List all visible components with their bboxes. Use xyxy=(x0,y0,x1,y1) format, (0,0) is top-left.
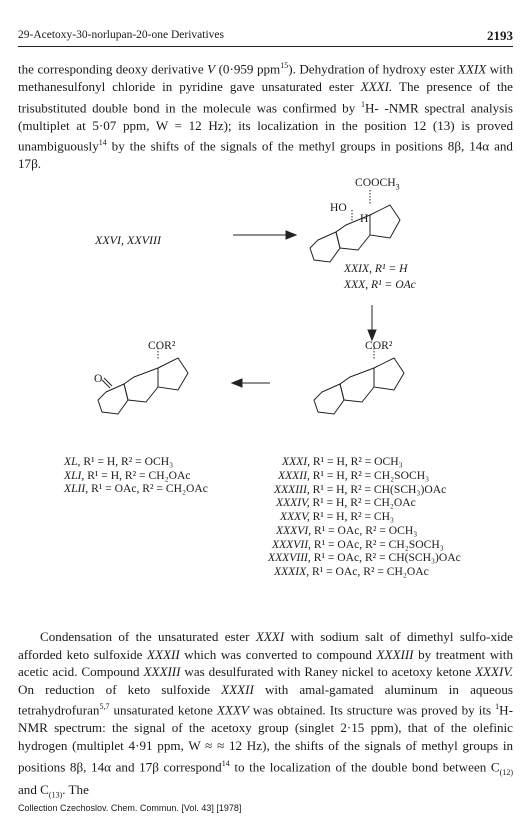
label-xxx: XXX, R¹ = OAc xyxy=(344,278,416,291)
list-item: XXXVI, R¹ = OAc, R² = OCH₃ xyxy=(276,523,418,537)
compound-list-left xyxy=(64,455,208,496)
list-item: XLI, R¹ = H, R² = CH₂OAc xyxy=(64,468,191,482)
list-item: XXXIX, R¹ = OAc, R² = CH₂OAc xyxy=(274,565,429,578)
oxo-label: O xyxy=(94,372,103,385)
paragraph-1: the corresponding deoxy derivative V (0·959 ppm$^{15}$). Dehydration of hydroxy ester XXIX with methanesulfonyl chloride in pyridine gave unsaturated ester XXXI. The presence of the trisubstituted double bond in the molecule was confirmed by $^1$H- -NMR spectral analysis (multiplet at 5·07 ppm, W = 12 Hz); its localization in the position 12 (13) is proved unambiguously$^{14}$ by the shifts of the signals of the methyl groups in positions 8β, 14α and 17β. xyxy=(18,61,513,172)
top-group-label: $COOCH_3$ xyxy=(355,176,400,192)
hydrogen-label: H xyxy=(360,212,369,225)
running-title: 29-Acetoxy-30-norlupan-20-one Derivatives xyxy=(18,29,224,41)
starting-compounds-label: XXVI, XXVIII xyxy=(95,233,161,247)
cor-left-label: COR² xyxy=(148,339,176,352)
label-xxix: XXIX, R¹ = H xyxy=(344,262,408,275)
hydroxy-label: HO xyxy=(330,201,347,214)
reaction-scheme-diagram xyxy=(0,170,531,460)
list-item: XXXVII, R¹ = OAc, R² = CH₂SOCH₃ xyxy=(272,537,444,551)
list-item: XXXI, R¹ = H, R² = OCH₃ xyxy=(282,455,403,468)
list-item: XXXIV, R¹ = H, R² = CH₂OAc xyxy=(276,496,416,510)
page-number: 2193 xyxy=(487,28,513,43)
running-header xyxy=(18,28,513,47)
list-item: XXXVIII, R¹ = OAc, R² = CH(SCH₃)OAc xyxy=(268,551,461,565)
list-item: XLII, R¹ = OAc, R² = CH₂OAc xyxy=(64,482,208,496)
list-item: XXXIII, R¹ = H, R² = CH(SCH₃)OAc xyxy=(274,482,447,496)
list-item: XXXII, R¹ = H, R² = CH₂SOCH₃ xyxy=(278,468,430,482)
cor-right-label: COR² xyxy=(365,339,393,352)
paragraph-2: Condensation of the unsaturated ester XXXI with sodium salt of dimethyl sulfo-xide afforded keto sulfoxide XXXII which was converted to compound XXXIII by treatment with acetic acid. Compound XXXIII was desulfurated with Raney nickel to acetoxy ketone XXXIV. On reduction of keto sulfoxide XXXII with amal-gamated aluminum in aqueous tetrahydrofuran$^{5,7}$ unsaturated ketone XXXV was obtained. Its structure was proved by its $^1$H-NMR spectrum: the signal of the acetoxy group (singlet 2·15 ppm), that of the olefinic hydrogen (multiplet 4·91 ppm, W ≈ ≈ 12 Hz), the shifts of the signals of methyl groups in positions 8β, 14α and 17β correspond$^{14}$ to the localization of the double bond between $C_{(12)}$ and $C_{(13)}$. The xyxy=(18,629,514,800)
compound-list-right xyxy=(256,455,461,579)
list-item: XXXV, R¹ = H, R² = CH₃ xyxy=(280,510,395,523)
list-item: XL, R¹ = H, R² = OCH₃ xyxy=(64,455,174,468)
journal-footer: Collection Czechoslov. Chem. Commun. [Vol. 43] [1978] xyxy=(18,803,242,813)
